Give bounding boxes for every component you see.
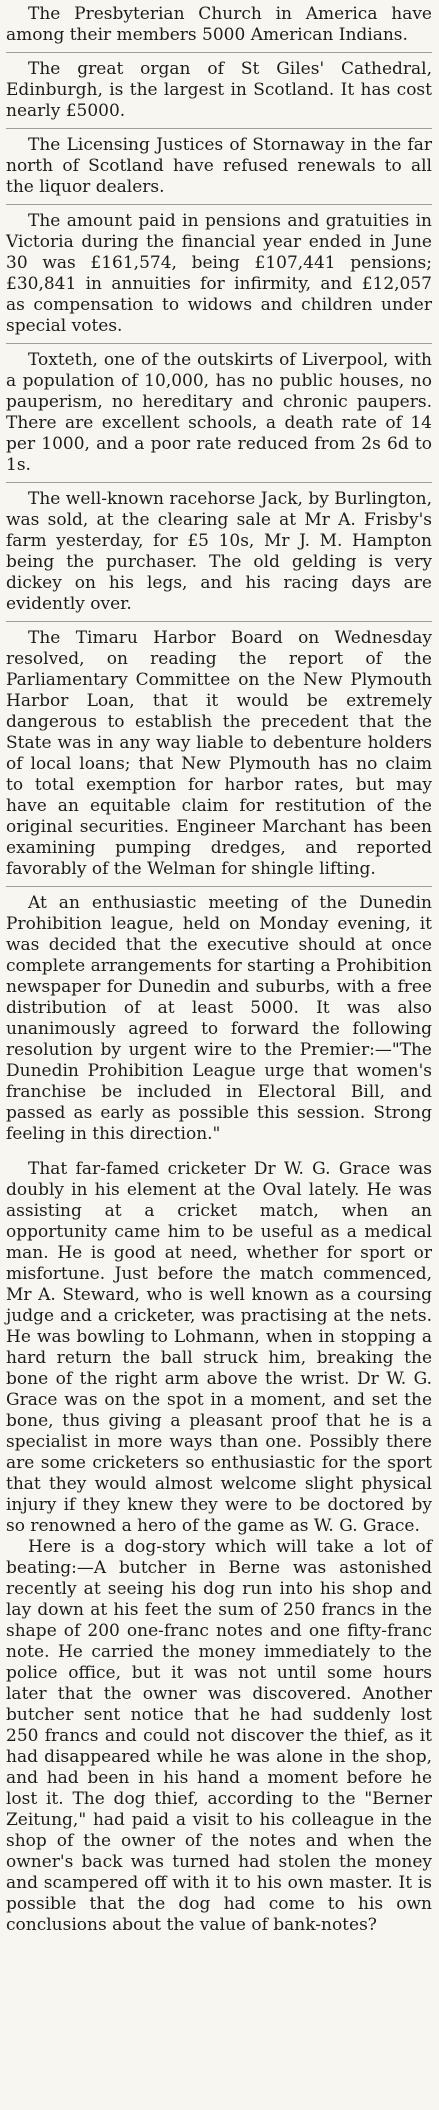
newspaper-column [6, 4, 432, 1936]
story-paragraph: Here is a dog-story which will take a lot of beating:—A butcher in Berne was astonished recently at seeing his dog run into his shop and lay down at his feet the sum of 250 francs in the shape of 200 one-franc notes and one fifty-franc note. He carried the money immediately to the police office, but it was not until some hours later that the owner was discovered. Another butcher sent notice that he had suddenly lost 250 francs and could not discover the thief, as it had disappeared while he was alone in the shop, and had been in his hand a moment before he lost it. The dog thief, according to the "Berner Zeitung," had paid a visit to his colleague in the shop of the owner of the notes and when the owner's back was turned had stolen the money and scampered off with it to his own master. It is possible that the dog had come to his own conclusions about the value of bank-notes? [6, 1537, 432, 1935]
news-item: The great organ of St Giles' Cathedral, Edinburgh, is the largest in Scotland. It has cost nearly £5000. [6, 59, 432, 121]
story-paragraph: That far-famed cricketer Dr W. G. Grace was doubly in his element at the Oval lately. He was assisting at a cricket match, when an opportunity came him to be useful as a medical man. He is good at need, whether for sport or misfortune. Just before the match commenced, Mr A. Steward, who is well known as a coursing judge and a cricketer, was practising at the nets. He was bowling to Lohmann, when in stopping a hard return the ball struck him, breaking the bone of the right arm above the wrist. Dr W. G. Grace was on the spot in a moment, and set the bone, thus giving a pleasant proof that he is a specialist in more ways than one. Possibly there are some cricketers so enthusiastic for the sport that they would almost welcome slight physical injury if they knew they were to be doctored by so renowned a hero of the game as W. G. Grace. [6, 1159, 432, 1536]
news-item: The amount paid in pensions and gratuities in Victoria during the financial year ended in June 30 was £161,574, being £107,441 pensions; £30,841 in annuities for infirmity, and £12,057 as compensation to widows and children under special votes. [6, 211, 432, 336]
column-rule [6, 204, 432, 205]
column-rule [6, 128, 432, 129]
news-item: Toxteth, one of the outskirts of Liverpool, with a population of 10,000, has no public houses, no pauperism, no hereditary and chronic paupers. There are excellent schools, a death rate of 14 per 1000, and a poor rate reduced from 2s 6d to 1s. [6, 350, 432, 475]
column-rule [6, 886, 432, 887]
news-item: The Presbyterian Church in America have among their members 5000 American Indians. [6, 4, 432, 45]
news-item: The Timaru Harbor Board on Wednesday resolved, on reading the report of the Parliamentary Committee on the New Plymouth Harbor Loan, that it would be extremely dangerous to establish the precedent that the State was in any way liable to debenture holders of local loans; that New Plymouth has no claim to total exemption for harbor rates, but may have an equitable claim for restitution of the original securities. Engineer Marchant has been examining pumping dredges, and reported favorably of the Welman for shingle lifting. [6, 628, 432, 879]
column-rule [6, 482, 432, 483]
column-rule [6, 343, 432, 344]
news-item: The well-known racehorse Jack, by Burlington, was sold, at the clearing sale at Mr A. Frisby's farm yesterday, for £5 10s, Mr J. M. Hampton being the purchaser. The old gelding is very dickey on his legs, and his racing days are evidently over. [6, 489, 432, 614]
news-item: At an enthusiastic meeting of the Dunedin Prohibition league, held on Monday evening, it was decided that the executive should at once complete arrangements for starting a Prohibition newspaper for Dunedin and suburbs, with a free distribution of at least 5000. It was also unanimously agreed to forward the following resolution by urgent wire to the Premier:—"The Dunedin Prohibition League urge that women's franchise be included in Electoral Bill, and passed as early as possible this session. Strong feeling in this direction." [6, 893, 432, 1144]
column-rule [6, 52, 432, 53]
column-rule [6, 621, 432, 622]
news-item: The Licensing Justices of Stornaway in the far north of Scotland have refused renewals to all the liquor dealers. [6, 135, 432, 197]
section-gap [6, 1145, 432, 1159]
